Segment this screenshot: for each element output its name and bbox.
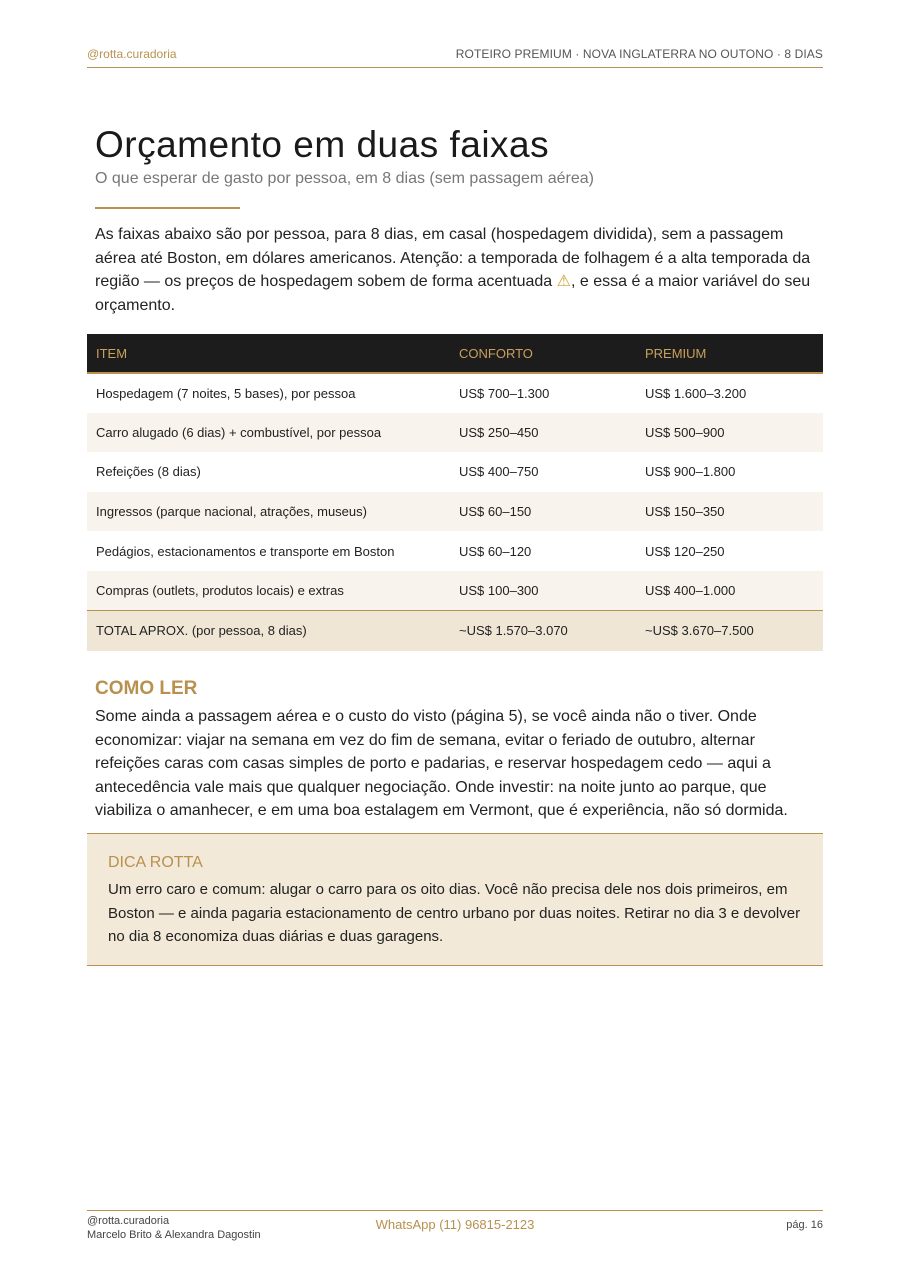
cell-item: Pedágios, estacionamentos e transporte em Boston xyxy=(96,543,395,559)
budget-table xyxy=(87,334,823,651)
page-number: pág. 16 xyxy=(786,1219,823,1231)
table-row xyxy=(87,373,823,413)
cell-premium: US$ 150–350 xyxy=(636,492,823,532)
header-document-title: ROTEIRO PREMIUM · NOVA INGLATERRA NO OUTONO · 8 DIAS xyxy=(455,47,823,61)
total-label: TOTAL APROX. (por pessoa, 8 dias) xyxy=(87,611,450,651)
header-conforto: CONFORTO xyxy=(450,334,636,373)
footer-contact: WhatsApp (11) 96815-2123 xyxy=(375,1217,535,1232)
table-row xyxy=(87,571,823,611)
intro-paragraph xyxy=(95,223,823,317)
table-header-row xyxy=(87,334,823,373)
cell-item: Carro alugado (6 dias) + combustível, por pessoa xyxy=(87,413,450,453)
footer-brand: @rotta.curadoria xyxy=(87,1215,170,1227)
cell-item: Compras (outlets, produtos locais) e extras xyxy=(87,571,450,611)
header-premium: PREMIUM xyxy=(636,334,823,373)
cell-premium: US$ 500–900 xyxy=(636,413,823,453)
intro-text-end: , e essa é a maior variável do seu orçamento. xyxy=(95,273,811,314)
cell-conforto: US$ 400–750 xyxy=(459,464,539,480)
page-subtitle: O que esperar de gasto por pessoa, em 8 dias (sem passagem aérea) xyxy=(95,170,594,187)
header-item: ITEM xyxy=(87,334,450,373)
table-total-row xyxy=(87,611,823,651)
total-premium: ~US$ 3.670–7.500 xyxy=(636,611,823,651)
page-footer xyxy=(87,1210,823,1245)
table-row xyxy=(87,531,823,571)
page-header xyxy=(87,47,823,68)
cell-premium: US$ 400–1.000 xyxy=(636,571,823,611)
cell-conforto: US$ 700–1.300 xyxy=(459,385,550,401)
tip-heading: DICA ROTTA xyxy=(108,854,203,871)
cell-conforto: US$ 60–150 xyxy=(450,492,636,532)
table-row xyxy=(87,452,823,492)
intro-text-start: As faixas abaixo são por pessoa, para 8 dias, em casal (hospedagem dividida), sem a passagem aérea até Boston, em dólares americanos. Atenção: a temporada de folhagem é a alta temporada da região — os preços de hospedagem sobem de forma acentuada xyxy=(95,226,811,290)
cell-conforto: US$ 60–120 xyxy=(459,543,532,559)
cell-premium: US$ 900–1.800 xyxy=(645,464,736,480)
section-heading-como-ler: COMO LER xyxy=(95,678,198,699)
cell-conforto: US$ 250–450 xyxy=(450,413,636,453)
cell-item: Hospedagem (7 noites, 5 bases), por pessoa xyxy=(96,385,356,401)
table-row xyxy=(87,413,823,453)
cell-item: Ingressos (parque nacional, atrações, museus) xyxy=(87,492,450,532)
cell-conforto: US$ 100–300 xyxy=(450,571,636,611)
header-brand: @rotta.curadoria xyxy=(87,47,177,61)
page-title: Orçamento em duas faixas xyxy=(95,124,550,165)
table-row xyxy=(87,492,823,532)
reading-paragraph: Some ainda a passagem aérea e o custo do visto (página 5), se você ainda não o tiver. Onde economizar: viajar na semana em vez do fim de semana, evitar o feriado de outubro, alternar refeições caras com casas simples de porto e padarias, e reservar hospedagem cedo — aqui a antecedência vale mais que qualquer negociação. Onde investir: na noite junto ao parque, que viabiliza o amanhecer, e em uma boa estalagem em Vermont, que é experiência, não só dormida. xyxy=(95,708,788,819)
footer-authors: Marcelo Brito & Alexandra Dagostin xyxy=(87,1229,261,1241)
title-divider xyxy=(95,207,240,209)
tip-box xyxy=(87,833,823,966)
cell-premium: US$ 120–250 xyxy=(645,543,725,559)
total-conforto: ~US$ 1.570–3.070 xyxy=(450,611,636,651)
warning-icon: ⚠ xyxy=(556,273,571,290)
tip-text: Um erro caro e comum: alugar o carro para os oito dias. Você não precisa dele nos dois primeiros, em Boston — e ainda pagaria estacionamento de centro urbano por duas noites. Retirar no dia 3 e devolver no dia 8 economiza duas diárias e duas garagens. xyxy=(108,881,801,945)
cell-premium: US$ 1.600–3.200 xyxy=(645,385,747,401)
cell-item: Refeições (8 dias) xyxy=(96,464,201,480)
